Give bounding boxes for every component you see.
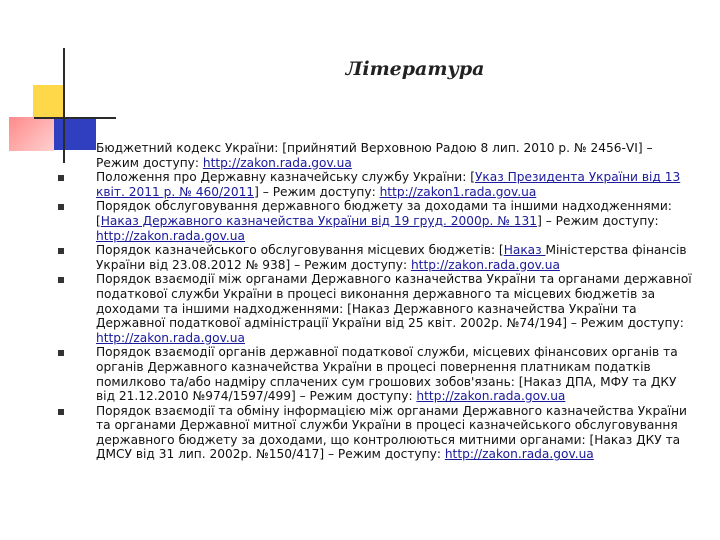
reference-text: Положення про Державну казначейську службу України: [ — [96, 170, 475, 185]
reference-item — [58, 170, 698, 199]
reference-link[interactable]: http://zakon.rada.gov.ua — [96, 228, 245, 243]
bullet-icon — [58, 277, 64, 283]
reference-list — [58, 141, 698, 462]
decor-yellow-square — [33, 85, 63, 117]
reference-text: Порядок взаємодії та обміну інформацією між органами Державного казначейства України та органами Державної митної служби України в процесі казначейського обслуговування державного бюджету за доходами, що контролюються митними органами: [Наказ ДКУ та ДМСУ від 31 лип. 2002р. №150/417] – Режим доступу: — [96, 403, 687, 462]
reference-link[interactable]: http://zakon.rada.gov.ua — [410, 257, 560, 272]
bullet-icon — [58, 204, 64, 210]
reference-item — [58, 141, 698, 170]
reference-text: Міністерства фінансів України від 23.08.2012 № 938] – Режим доступу: — [96, 243, 687, 272]
bullet-icon — [58, 409, 64, 415]
bullet-icon — [58, 175, 64, 181]
reference-link[interactable]: http://zakon.rada.gov.ua — [416, 389, 566, 404]
reference-text: ] – Режим доступу: — [254, 184, 380, 199]
reference-text: Бюджетний кодекс України: [прийнятий Верховною Радою 8 лип. 2010 р. № 2456-VI] – Режим доступу: — [96, 141, 653, 170]
reference-link[interactable]: http://zakon.rada.gov.ua — [96, 330, 245, 345]
decor-red-square — [9, 117, 54, 151]
slide-title: Література — [345, 58, 485, 80]
reference-link[interactable]: Указ Президента України від 13 квіт. 2011 р. № 460/2011 — [96, 170, 681, 199]
reference-link[interactable]: Наказ Державного казначейства України від 19 груд. 2000р. № 131 — [100, 213, 538, 228]
reference-link[interactable]: Наказ — [503, 243, 546, 258]
reference-link[interactable]: http://zakon1.rada.gov.ua — [379, 184, 537, 199]
bullet-icon — [58, 248, 64, 254]
reference-item — [58, 272, 698, 345]
reference-text: Порядок казначейського обслуговування місцевих бюджетів: [ — [96, 243, 504, 258]
reference-item — [58, 345, 698, 403]
reference-item — [58, 243, 698, 272]
reference-link[interactable]: http://zakon.rada.gov.ua — [202, 155, 352, 170]
decor-horizontal-line — [34, 117, 116, 119]
reference-text: Порядок взаємодії між органами Державного казначейства України та органами державної податкової служби України в процесі виконання державного та місцевих бюджетів за доходами та іншими надходженнями: [Наказ Державного казначейства України та Державної податкової адміністрації України від 25 квіт. 2002р. №74/194] – Режим доступу: — [96, 272, 692, 331]
reference-link[interactable]: http://zakon.rada.gov.ua — [444, 447, 594, 462]
reference-item — [58, 404, 698, 462]
reference-text: Порядок обслуговування державного бюджету за доходами та іншими надходженнями: [ — [96, 199, 672, 228]
reference-text: Порядок взаємодії органів державної податкової служби, місцевих фінансових органів та органів Державного казначейства України в процесі повернення платникам податків помилково та/або надміру сплачених сум грошових зобов'язань: [Наказ ДПА, МФУ та ДКУ від 21.12.2010 №974/1597/499] – Режим доступу: — [96, 345, 678, 404]
reference-text: ] – Режим доступу: — [537, 213, 659, 228]
bullet-icon — [58, 350, 64, 356]
reference-item — [58, 199, 698, 243]
